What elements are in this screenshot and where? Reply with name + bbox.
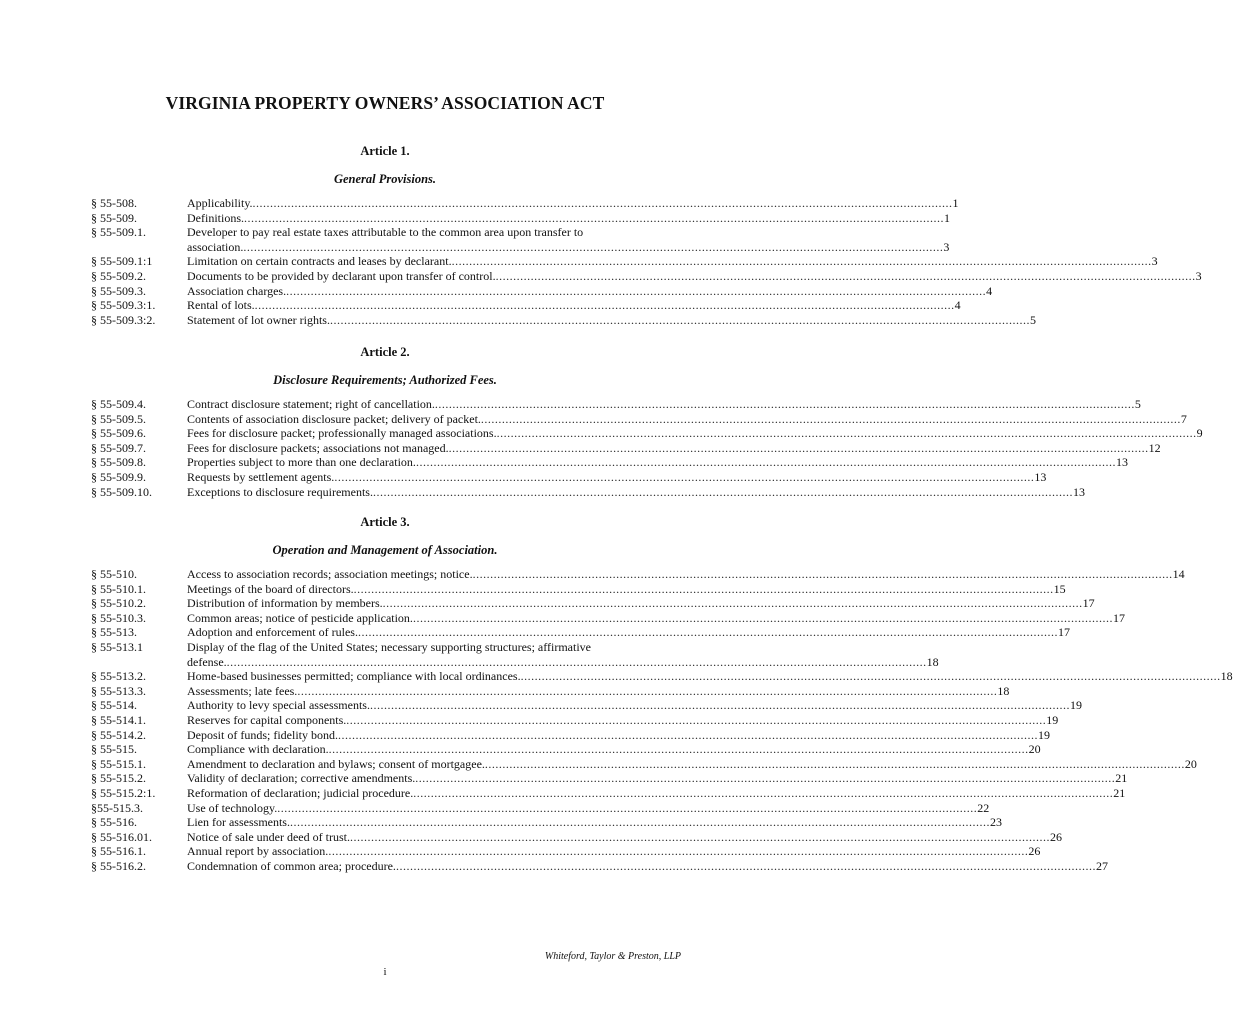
toc-entry	[0, 610, 1125, 626]
toc-entry-title-line: Display of the flag of the United States; necessary supporting structures; affirmative	[187, 639, 592, 654]
toc-page-number: 13	[1115, 455, 1128, 470]
dot-leader: ........................................................................................................................................................................................................	[369, 698, 1070, 713]
toc-page-number: 20	[1184, 756, 1197, 771]
toc-section-number: § 55-509.7.	[91, 440, 146, 455]
toc-entry	[0, 712, 1059, 728]
toc-section-number: § 55-509.1.	[91, 225, 146, 240]
toc-entry	[0, 596, 1095, 611]
toc-list	[0, 567, 1233, 873]
toc-entry-title: Fees for disclosure packets; associations not managed.	[187, 440, 449, 455]
toc-entry	[0, 815, 1002, 830]
toc-entry-title: Definitions.	[187, 210, 244, 225]
dot-leader: ........................................................................................................................................................................................................	[496, 426, 1197, 441]
toc-section-number: § 55-509.9.	[91, 469, 146, 484]
toc-page-number: 21	[1115, 771, 1128, 786]
toc-entry	[0, 785, 1126, 801]
toc-entry-title: Fees for disclosure packet; professionally managed associations.	[187, 426, 497, 441]
toc-entry-title: Deposit of funds; fidelity bond.	[187, 727, 338, 742]
toc-entry-title: Annual report by association.	[187, 844, 329, 859]
article-heading: Article 1.	[360, 144, 410, 158]
toc-entry-title: Amendment to declaration and bylaws; consent of mortgagee.	[187, 756, 485, 771]
toc-section-number: § 55-513.2.	[91, 669, 146, 684]
article-2-section	[0, 345, 1203, 499]
toc-entry	[0, 312, 1036, 328]
toc-section-number: § 55-509.5.	[91, 411, 146, 426]
dot-leader: ........................................................................................................................................................................................................	[520, 669, 1221, 684]
toc-entry	[0, 397, 1141, 412]
toc-page-number: 3	[943, 239, 950, 254]
dot-leader: ........................................................................................................................................................................................................	[277, 800, 978, 815]
toc-entry	[0, 771, 1128, 786]
toc-entry-title: Properties subject to more than one declaration.	[187, 455, 416, 470]
toc-entry	[0, 625, 1070, 640]
toc-page-number: 18	[926, 654, 939, 669]
toc-entry	[0, 756, 1197, 772]
toc-section-number: § 55-513.1	[91, 639, 143, 654]
toc-section-number: § 55-509.6.	[91, 426, 146, 441]
toc-entry-title: Common areas; notice of pesticide application.	[187, 610, 413, 625]
dot-leader: ........................................................................................................................................................................................................	[349, 829, 1050, 844]
dot-leader: ........................................................................................................................................................................................................	[495, 268, 1196, 283]
toc-list	[0, 397, 1203, 499]
toc-section-number: § 55-513.3.	[91, 683, 146, 698]
dot-leader: ........................................................................................................................................................................................................	[346, 712, 1047, 727]
toc-entry	[0, 210, 950, 226]
dot-leader: ........................................................................................................................................................................................................	[415, 455, 1116, 470]
toc-section-number: §55-515.3.	[91, 800, 143, 815]
toc-entry-title: Documents to be provided by declarant upon transfer of control.	[187, 268, 496, 283]
toc-entry	[0, 254, 1158, 269]
toc-entry	[0, 727, 1050, 743]
dot-leader: ........................................................................................................................................................................................................	[289, 815, 990, 830]
toc-section-number: § 55-509.3:2.	[91, 312, 156, 327]
toc-section-number: § 55-515.2:1.	[91, 785, 156, 800]
toc-section-number: § 55-516.1.	[91, 844, 146, 859]
toc-entry-title: Notice of sale under deed of trust.	[187, 829, 350, 844]
toc-page-number: 26	[1049, 829, 1062, 844]
toc-page-number: 27	[1095, 858, 1108, 873]
toc-entry	[0, 844, 1041, 859]
toc-entry-title: Distribution of information by members.	[187, 596, 383, 611]
dot-leader: ........................................................................................................................................................................................................	[297, 683, 998, 698]
toc-entry-title: Authority to levy special assessments.	[187, 698, 370, 713]
toc-page-number: 22	[977, 800, 990, 815]
toc-entry-title: Access to association records; association meetings; notice.	[187, 567, 473, 581]
dot-leader: ........................................................................................................................................................................................................	[254, 298, 955, 313]
toc-page-number: 13	[1072, 484, 1085, 499]
toc-section-number: § 55-516.	[91, 815, 137, 830]
document-title: VIRGINIA PROPERTY OWNERS’ ASSOCIATION ACT	[165, 93, 605, 113]
toc-page-number: 5	[1134, 397, 1141, 411]
toc-page-number: 15	[1053, 581, 1066, 596]
article-heading: Article 3.	[360, 515, 410, 529]
dot-leader: ........................................................................................................................................................................................................	[328, 844, 1029, 859]
dot-leader: ........................................................................................................................................................................................................	[484, 756, 1185, 771]
toc-entry	[0, 469, 1047, 485]
toc-section-number: § 55-509.3:1.	[91, 298, 156, 313]
toc-entry-title: Meetings of the board of directors.	[187, 581, 354, 596]
toc-list	[0, 196, 1202, 327]
toc-section-number: § 55-516.01.	[91, 829, 152, 844]
toc-entry	[0, 581, 1066, 597]
toc-section-number: § 55-509.4.	[91, 397, 146, 411]
toc-section-number: § 55-514.1.	[91, 712, 146, 727]
toc-entry-title: Exceptions to disclosure requirements.	[187, 484, 373, 499]
toc-page-number: 1	[944, 210, 950, 225]
toc-section-number: § 55-515.2.	[91, 771, 146, 786]
dot-leader: ........................................................................................................................................................................................................	[448, 440, 1149, 455]
toc-section-number: § 55-509.2.	[91, 268, 146, 283]
toc-entry-title: Validity of declaration; corrective amendments.	[187, 771, 416, 786]
toc-entry	[0, 268, 1202, 284]
article-3-section	[0, 515, 1233, 873]
article-heading: Article 2.	[360, 345, 410, 359]
toc-entry-title: Adoption and enforcement of rules.	[187, 625, 358, 640]
dot-leader: ........................................................................................................................................................................................................	[328, 742, 1029, 757]
toc-page-number: 13	[1034, 469, 1047, 484]
toc-section-number: § 55-509.10.	[91, 484, 152, 499]
toc-entry-title: Rental of lots.	[187, 298, 255, 313]
toc-section-number: § 55-514.	[91, 698, 137, 713]
toc-entry	[0, 196, 959, 211]
toc-entry-title: Contract disclosure statement; right of cancellation.	[187, 397, 435, 411]
toc-page-number: 3	[1151, 254, 1158, 269]
toc-page-number: 26	[1028, 844, 1041, 859]
toc-entry-title: Home-based businesses permitted; compliance with local ordinances.	[187, 669, 521, 684]
toc-entry-title: Compliance with declaration.	[187, 742, 329, 757]
article-subheading: Disclosure Requirements; Authorized Fees.	[273, 373, 497, 387]
toc-entry-title: Assessments; late fees.	[187, 683, 298, 698]
toc-section-number: § 55-509.3.	[91, 283, 146, 298]
toc-page-number: 17	[1057, 625, 1070, 640]
toc-section-number: § 55-514.2.	[91, 727, 146, 742]
toc-entry	[0, 829, 1062, 845]
dot-leader: ........................................................................................................................................................................................................	[252, 196, 953, 210]
toc-section-number: § 55-510.3.	[91, 610, 146, 625]
toc-page-number: 4	[954, 298, 961, 313]
toc-entry-title-line: Developer to pay real estate taxes attributable to the common area upon transfer to	[187, 225, 584, 240]
toc-entry	[0, 225, 950, 254]
article-subheading: Operation and Management of Association.	[272, 543, 498, 557]
toc-section-number: § 55-515.	[91, 742, 137, 757]
toc-page-number: 17	[1082, 596, 1095, 611]
toc-page-number: 9	[1196, 426, 1203, 441]
toc-page-number: 3	[1195, 268, 1202, 283]
dot-leader: ........................................................................................................................................................................................................	[357, 625, 1058, 640]
dot-leader: ........................................................................................................................................................................................................	[480, 411, 1181, 426]
toc-section-number: § 55-513.	[91, 625, 137, 640]
toc-entry	[0, 800, 990, 816]
toc-section-number: § 55-510.	[91, 567, 137, 581]
toc-page-number: 18	[997, 683, 1010, 698]
toc-section-number: § 55-510.2.	[91, 596, 146, 611]
toc-section-number: § 55-508.	[91, 196, 137, 210]
dot-leader: ........................................................................................................................................................................................................	[329, 312, 1030, 327]
toc-entry-title: Reformation of declaration; judicial procedure.	[187, 785, 414, 800]
toc-entry-title: Association charges.	[187, 283, 287, 298]
toc-section-number: § 55-510.1.	[91, 581, 146, 596]
toc-entry	[0, 698, 1082, 713]
toc-entry-title: Requests by settlement agents.	[187, 469, 335, 484]
toc-section-number: § 55-509.1:1	[91, 254, 153, 269]
toc-page-number: 19	[1037, 727, 1050, 742]
toc-page-number: 14	[1172, 567, 1185, 581]
toc-section-number: § 55-509.	[91, 210, 137, 225]
dot-leader: ........................................................................................................................................................................................................	[337, 727, 1038, 742]
toc-page-number: 1	[952, 196, 959, 210]
toc-page-number: 7	[1180, 411, 1187, 426]
toc-page-number: 21	[1113, 785, 1126, 800]
dot-leader: ........................................................................................................................................................................................................	[334, 469, 1035, 484]
toc-entry	[0, 567, 1185, 582]
toc-entry-title: Contents of association disclosure packet; delivery of packet.	[187, 411, 481, 426]
toc-entry	[0, 426, 1203, 441]
toc-entry	[0, 858, 1108, 874]
toc-page-number: 19	[1069, 698, 1082, 713]
toc-page-number: 17	[1112, 610, 1125, 625]
dot-leader: ........................................................................................................................................................................................................	[226, 654, 927, 669]
toc-section-number: § 55-509.8.	[91, 455, 146, 470]
toc-entry	[0, 669, 1233, 684]
toc-entry	[0, 411, 1187, 427]
toc-entry-title: Lien for assessments.	[187, 815, 290, 830]
dot-leader: ........................................................................................................................................................................................................	[382, 596, 1083, 611]
toc-entry	[0, 484, 1085, 500]
dot-leader: ........................................................................................................................................................................................................	[372, 484, 1073, 499]
toc-page-number: 12	[1148, 440, 1161, 455]
dot-leader: ........................................................................................................................................................................................................	[472, 567, 1173, 581]
toc-entry-title: Applicability.	[187, 196, 253, 210]
toc-page-number: 18	[1220, 669, 1233, 684]
toc-entry	[0, 683, 1010, 699]
toc-entry-title: association.	[187, 239, 244, 254]
toc-entry-title: Use of technology.	[187, 800, 278, 815]
toc-page-number: 20	[1028, 742, 1041, 757]
toc-entry	[0, 639, 939, 669]
toc-entry-title: Limitation on certain contracts and leases by declarant.	[187, 254, 452, 269]
dot-leader: ........................................................................................................................................................................................................	[395, 858, 1096, 873]
toc-entry-title: defense.	[187, 654, 227, 669]
toc-page-number: 5	[1029, 312, 1036, 327]
toc-entry-title: Statement of lot owner rights.	[187, 312, 330, 327]
dot-leader: ........................................................................................................................................................................................................	[243, 239, 944, 254]
toc-entry-title: Reserves for capital components.	[187, 712, 347, 727]
dot-leader: ........................................................................................................................................................................................................	[413, 785, 1114, 800]
toc-section-number: § 55-516.2.	[91, 858, 146, 873]
dot-leader: ........................................................................................................................................................................................................	[286, 283, 987, 298]
toc-page-number: 4	[986, 283, 993, 298]
footer-page-number: i	[383, 966, 387, 978]
toc-entry	[0, 283, 993, 299]
toc-entry	[0, 742, 1041, 757]
article-1-section	[0, 144, 1202, 327]
toc-section-number: § 55-515.1.	[91, 756, 146, 771]
dot-leader: ........................................................................................................................................................................................................	[415, 771, 1116, 786]
footer-firm-name: Whiteford, Taylor & Preston, LLP	[544, 951, 681, 962]
toc-entry	[0, 455, 1128, 470]
toc-entry	[0, 440, 1161, 456]
toc-entry-title: Condemnation of common area; procedure.	[187, 858, 396, 873]
dot-leader: ........................................................................................................................................................................................................	[451, 254, 1152, 269]
dot-leader: ........................................................................................................................................................................................................	[353, 581, 1054, 596]
article-subheading: General Provisions.	[333, 172, 437, 186]
toc-page-number: 19	[1046, 712, 1059, 727]
dot-leader: ........................................................................................................................................................................................................	[244, 210, 944, 225]
dot-leader: ........................................................................................................................................................................................................	[434, 397, 1135, 411]
toc-page-number: 23	[989, 815, 1002, 830]
toc-entry	[0, 298, 961, 313]
dot-leader: ........................................................................................................................................................................................................	[412, 610, 1113, 625]
